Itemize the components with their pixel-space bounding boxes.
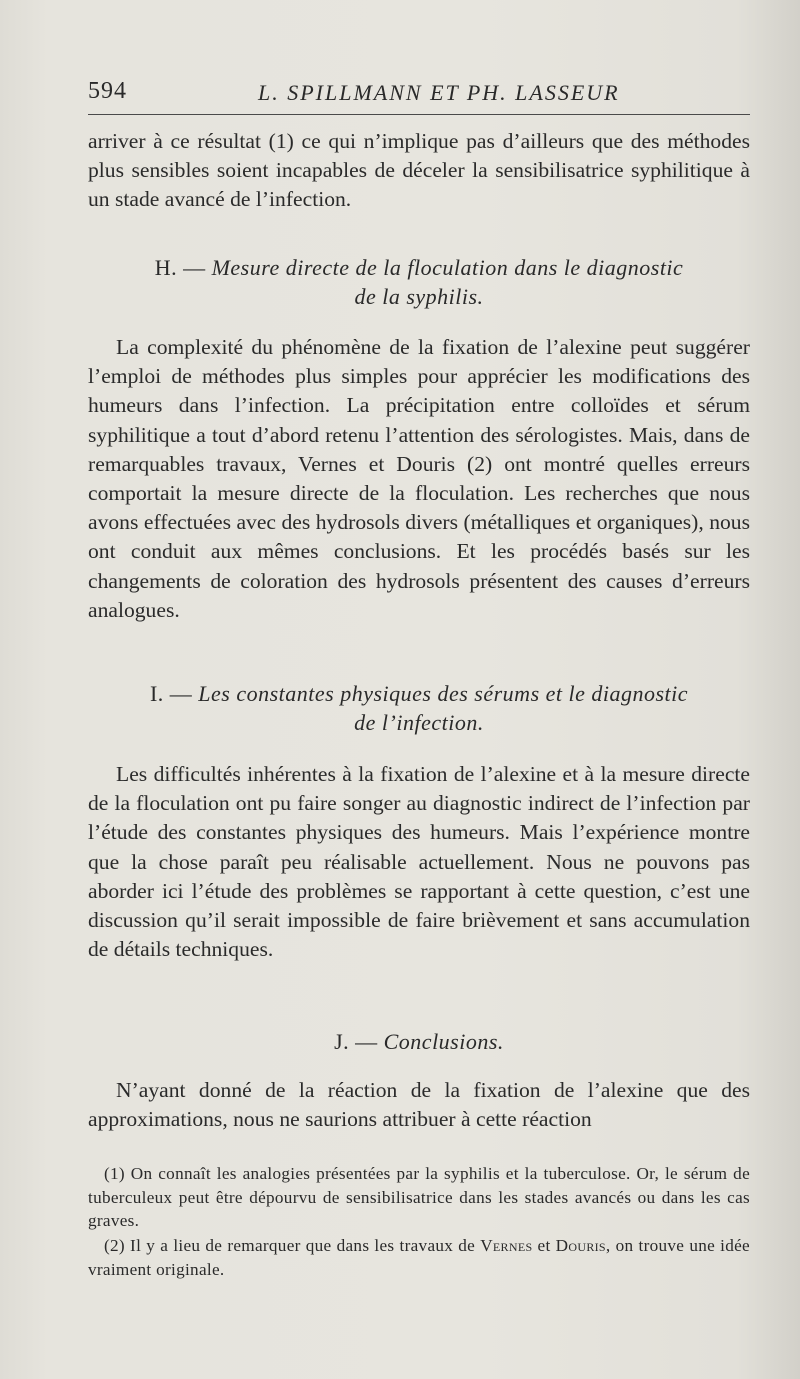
author-name-vernes: Vernes [480, 1236, 533, 1255]
section-heading-j-line1 [88, 1027, 750, 1056]
section-title-h-part2: de la syphilis. [354, 284, 484, 309]
paragraph-floculation: La complexité du phénomène de la fixation de l’alexine peut suggérer l’emploi de méthodes plus simples pour apprécier les modifications des humeurs dans l’infection. La précipitation entre colloïdes et sérum syphilitique a tout d’abord retenu l’attention des sérologistes. Mais, dans de remarquables travaux, Vernes et Douris (2) ont montré quelles erreurs comportait la mesure directe de la floculation. Les recherches que nous avons effectuées avec des hydrosols divers (métalliques et organiques), nous ont conduit aux mêmes conclusions. Et les procédés basés sur les changements de coloration des hydrosols présentent des causes d’erreurs analogues. [88, 335, 750, 622]
section-heading-h-line1 [88, 253, 750, 282]
section-title-h-part1: Mesure directe de la floculation dans le diagnostic [211, 255, 684, 280]
section-title-i-part1: Les constantes physiques des sérums et le diagnostic [198, 681, 689, 706]
section-title-j: Conclusions. [383, 1029, 504, 1054]
section-letter-h: H. — [154, 255, 212, 280]
footnote-2 [88, 1234, 750, 1281]
section-letter-j: J. — [334, 1029, 384, 1054]
section-heading-i [88, 679, 750, 737]
footnote-2-text-start: (2) Il y a lieu de remarquer que dans les travaux de [104, 1236, 481, 1255]
section-heading-i-line1 [88, 679, 750, 708]
page-number: 594 [88, 78, 127, 104]
paragraph-constantes: Les difficultés inhérentes à la fixation de l’alexine et à la mesure directe de la floculation ont pu faire songer au diagnostic indirect de l’infection par l’étude des constantes physiques des humeurs. Mais l’expérience montre que la chose paraît peu réalisable actuellement. Nous ne pouvons pas aborder ici l’étude des problèmes se rapportant à cette question, c’est une discussion qu’il serait impossible de faire brièvement et sans accumulation de détails techniques. [88, 762, 750, 962]
running-head: L. SPILLMANN ET PH. LASSEUR [258, 80, 620, 105]
paragraph-continuation: arriver à ce résultat (1) ce qui n’implique pas d’ailleurs que des méthodes plus sensibles soient incapables de déceler la sensibilisatrice syphilitique à un stade avancé de l’infection. [88, 129, 750, 212]
section-letter-i: I. — [149, 681, 199, 706]
footnote-2-text-mid: et [532, 1236, 556, 1255]
page-header [88, 78, 750, 115]
section-heading-h [88, 253, 750, 311]
section-title-i-part2: de l’infection. [354, 710, 484, 735]
section-heading-j [88, 1027, 750, 1056]
author-name-douris: Douris [555, 1236, 606, 1255]
paragraph-conclusions: N’ayant donné de la réaction de la fixation de l’alexine que des approximations, nous ne saurions attribuer à cette réaction [88, 1078, 750, 1132]
footnote-2-text-end: , on trouve une idée vraiment originale. [88, 1236, 750, 1279]
footnote-1: (1) On connaît les analogies présentées par la syphilis et la tuberculose. Or, le sérum de tuberculeux peut être dépourvu de sensibilisatrice dans les stades avancés ou dans les cas graves. [88, 1164, 750, 1230]
